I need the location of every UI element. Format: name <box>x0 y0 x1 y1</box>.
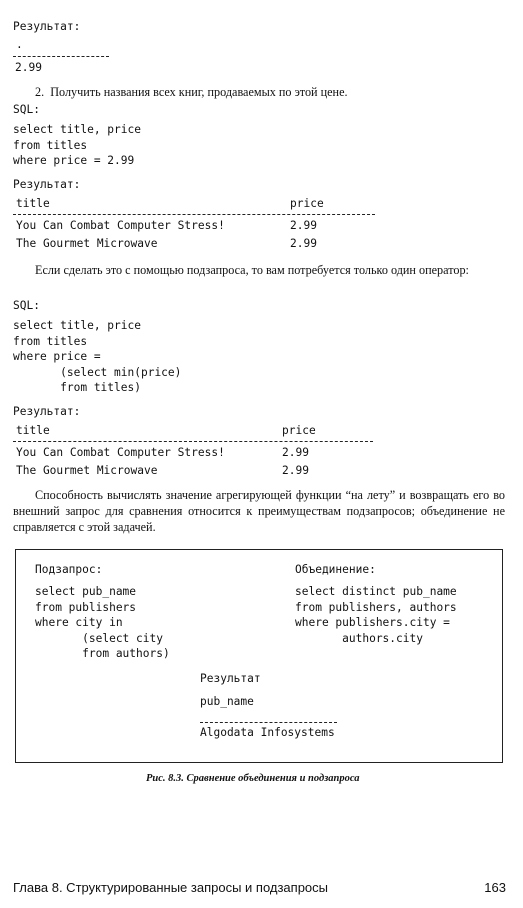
sql-line: where city in <box>35 616 123 629</box>
footer-chapter: Глава 8. Структурированные запросы и подзапросы <box>13 880 329 895</box>
figure-result-value: Algodata Infosystems <box>200 726 335 739</box>
sql-line: where price = <box>13 350 101 363</box>
subquery-label: Подзапрос: <box>35 563 103 576</box>
join-label: Объединение: <box>295 563 376 576</box>
sql-line: select pub_name <box>35 585 137 598</box>
sql-line: select title, price <box>13 319 141 332</box>
table-cell-title: You Can Combat Computer Stress! <box>16 219 225 232</box>
table-cell-title: You Can Combat Computer Stress! <box>16 446 225 459</box>
result-label-2: Результат: <box>13 178 81 191</box>
sql-line: from titles <box>13 138 88 152</box>
table-divider-3 <box>13 441 373 442</box>
sql-line: where price = 2.99 <box>13 154 135 167</box>
result-label-1: Результат: <box>13 20 81 33</box>
column-header-title: title <box>16 424 50 437</box>
column-header-price: price <box>290 197 324 210</box>
sql-line: from titles) <box>13 381 141 394</box>
table-cell-title: The Gourmet Microwave <box>16 464 158 477</box>
sql-label-3: SQL: <box>13 299 40 312</box>
sql-line: authors.city <box>295 631 423 645</box>
table-cell-price: 2.99 <box>290 219 317 232</box>
table-cell-price: 2.99 <box>290 237 317 250</box>
sql-line: (select city <box>35 631 163 645</box>
page-number: 163 <box>484 880 506 895</box>
sql-line: (select min(price) <box>13 365 182 379</box>
result-label-3: Результат: <box>13 405 81 418</box>
result-value-1: 2.99 <box>15 61 42 74</box>
figure-result-column: pub_name <box>200 695 254 708</box>
sql-line: where publishers.city = <box>295 616 450 629</box>
paragraph-1: Если сделать это с помощью подзапроса, то вам потребуется только один оператор: <box>35 263 469 277</box>
figure-result-label: Результат <box>200 672 261 685</box>
figure-result-divider <box>200 722 337 723</box>
table-divider-2 <box>13 214 375 215</box>
sql-line: from titles <box>13 334 88 348</box>
result-dot: . <box>16 38 23 51</box>
table-cell-price: 2.99 <box>282 446 309 459</box>
table-cell-title: The Gourmet Microwave <box>16 237 158 250</box>
column-header-title: title <box>16 197 50 210</box>
column-header-price: price <box>282 424 316 437</box>
list-item-2: 2. Получить названия всех книг, продаваемых по этой цене. <box>35 85 348 99</box>
sql-line: from publishers <box>35 600 137 614</box>
sql-line: select title, price <box>13 123 141 136</box>
sql-line: from authors) <box>35 647 170 660</box>
figure-caption: Рис. 8.3. Сравнение объединения и подзапроса <box>146 773 360 784</box>
sql-line: select distinct pub_name <box>295 585 457 598</box>
result-divider-1 <box>13 56 109 57</box>
table-cell-price: 2.99 <box>282 464 309 477</box>
sql-line: from publishers, authors <box>295 600 457 614</box>
paragraph-2: Способность вычислять значение агрегирующей функции “на лету” и возвращать его во внешний запрос для сравнения относится к преимуществам подзапросов; объединение не справляется с этой задачей. <box>13 488 505 534</box>
sql-label-2: SQL: <box>13 103 40 116</box>
